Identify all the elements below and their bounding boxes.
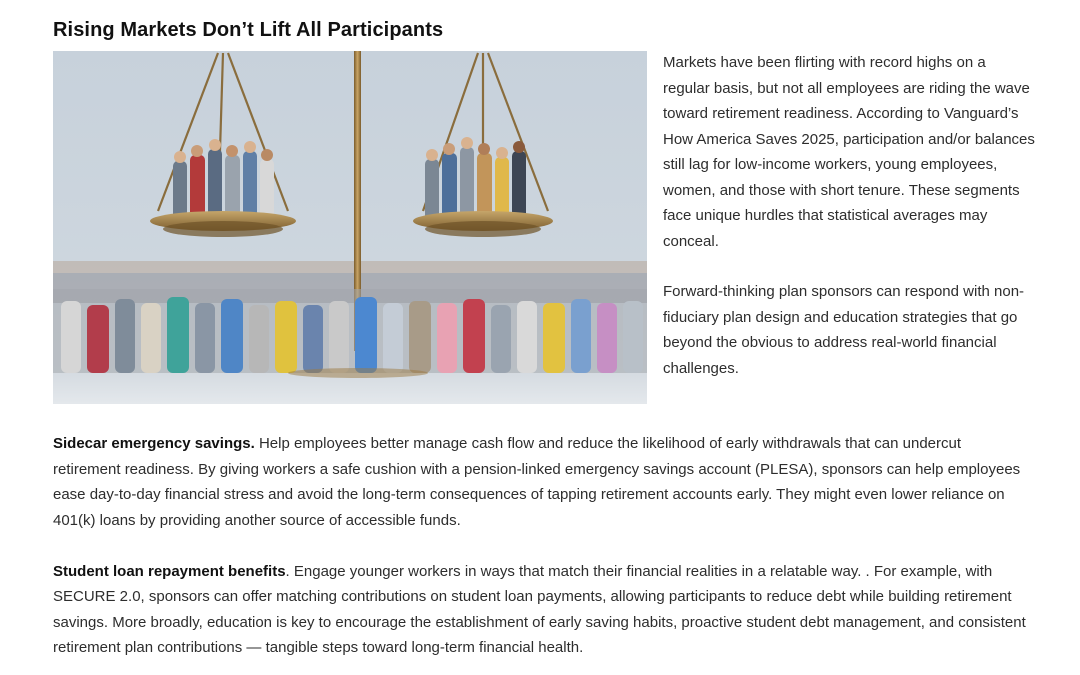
section-text: . Engage younger workers in ways that match their financial realities in a relatable way. . For example, with SECURE 2.0, sponsors can offer matching contributions on student loan payments, allowing participants to reduce debt while building retirement savings. More broadly, education is key to encourage the establishment of early saving habits, proactive student debt management, and consistent retirement plan contributions — tangible steps toward long-term financial health. <box>53 562 1026 656</box>
foreground-crowd <box>53 289 647 373</box>
article-body <box>53 431 1028 675</box>
section-lead: Student loan repayment benefits <box>53 562 286 580</box>
section-lead: Sidecar emergency savings. <box>53 435 255 452</box>
intro-paragraph: Markets have been flirting with record highs on a regular basis, but not all employees are riding the wave toward retirement readiness. According to Vanguard’s How America Saves 2025, participation and/or balances still lag for low-income workers, young employees, women, and those with short tenure. These segments face unique hurdles that statistical averages may conceal. <box>663 54 1035 250</box>
balance-scale-figurines-image <box>53 51 647 404</box>
intro-paragraph: Forward-thinking plan sponsors can respond with non-fiduciary plan design and education strategies that go beyond the obvious to address real-world financial challenges. <box>663 283 1025 377</box>
section-student-loan <box>53 559 1028 661</box>
intro-text <box>663 50 1035 406</box>
section-sidecar-savings <box>53 431 1028 533</box>
section-text: Help employees better manage cash flow and reduce the likelihood of early withdrawals that can undercut retirement readiness. By giving workers a safe cushion with a pension-linked emergency savings account (PLESA), sponsors can help employees ease day-to-day financial stress and avoid the long-term consequences of tapping retirement accounts early. They might even lower reliance on 401(k) loans by providing another source of accessible funds. <box>53 435 1021 529</box>
scale-illustration <box>53 51 647 404</box>
article-title: Rising Markets Don’t Lift All Participants <box>53 19 444 41</box>
